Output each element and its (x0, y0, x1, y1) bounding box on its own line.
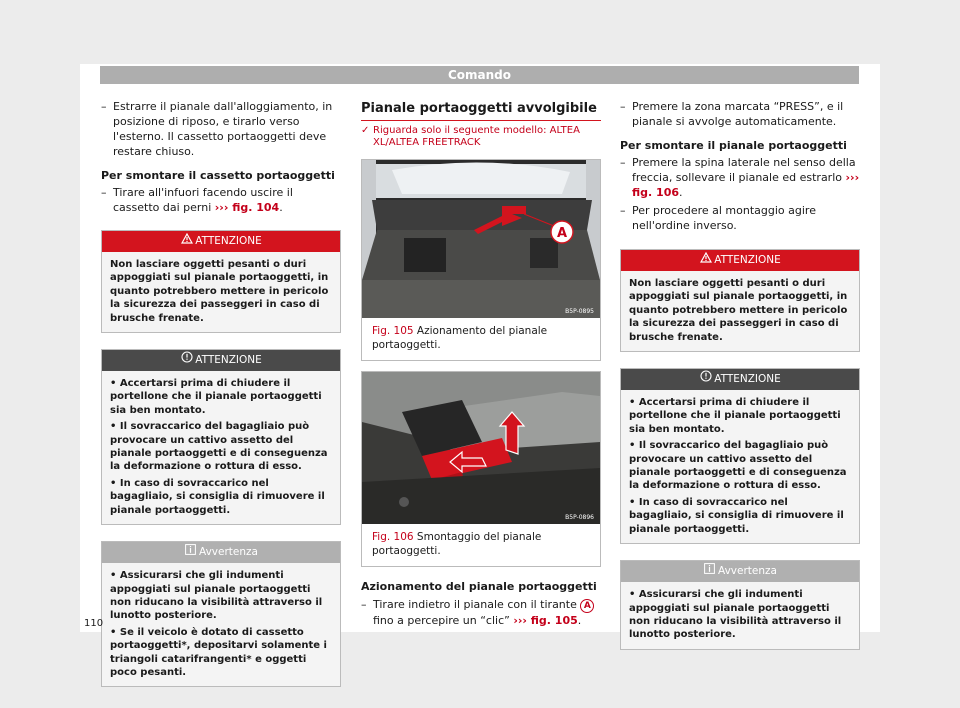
list-item: • Il sovraccarico del bagagliaio può provocare un cattivo assetto del pianale portaoggetti e di conseguenza la deformazione o rottura di esso. (629, 440, 847, 492)
step-paragraph: – Tirare indietro il pianale con il tirante A fino a percepire un “clic” ››› fig. 105. (361, 597, 601, 628)
callout-a-label: A (556, 226, 568, 241)
caution-list (102, 371, 340, 524)
caution-list (621, 390, 859, 543)
figure-code: B5P-0896 (565, 514, 594, 521)
list-item: • Se il veicolo è dotato di cassetto portaoggetti*, depositarvi solamente i triangoli catarifrangenti* e oggetti poco pesanti. (110, 626, 327, 678)
note-header: Avvertenza (621, 561, 859, 582)
note-info-icon (703, 561, 716, 582)
note-header: Avvertenza (102, 542, 340, 563)
trunk-cover-photo (362, 160, 600, 318)
note-info-icon (184, 542, 197, 563)
info-circle-icon (180, 350, 193, 371)
caution-box (620, 368, 860, 544)
figure-link[interactable]: ››› fig. 105 (513, 614, 578, 627)
section-heading: Per smontare il cassetto portaoggetti (101, 169, 335, 182)
figure-link[interactable]: ››› fig. 106 (632, 171, 860, 199)
figure-link[interactable]: ››› fig. 104 (214, 201, 280, 214)
step-paragraph: – Per procedere al montaggio agire nell'ordine inverso. (620, 203, 860, 233)
step-paragraph: – Premere la zona marcata “PRESS”, e il pianale si avvolge automaticamente. (620, 99, 860, 129)
note-box (620, 560, 860, 650)
middle-column (361, 100, 601, 628)
info-circle-icon (699, 369, 712, 390)
caution-header: ATTENZIONE (621, 369, 859, 390)
step-paragraph: – Estrarre il pianale dall'alloggiamento, in posizione di riposo, e tirarlo verso l'esterno. Il cassetto portaoggetti deve restare chiuso. (101, 99, 341, 159)
left-column (101, 99, 341, 687)
check-icon: ✓ (361, 125, 370, 136)
list-item: • Assicurarsi che gli indumenti appoggiati sul pianale portaoggetti non riducano la visibilità attraverso il lunotto posteriore. (629, 589, 842, 641)
caution-header: ATTENZIONE (102, 350, 340, 371)
figure-code: B5P-0895 (565, 308, 594, 315)
figure-caption: Fig. 106 Smontaggio del pianale portaoggetti. (372, 531, 542, 557)
section-title: Pianale portaoggetti avvolgibile (361, 101, 597, 116)
caution-box (101, 349, 341, 525)
warning-text: Non lasciare oggetti pesanti o duri appoggiati sul pianale portaoggetti, in quanto potrebbero mettere in pericolo la sicurezza dei passeggeri in caso di brusche frenate. (110, 259, 329, 324)
section-heading: Per smontare il pianale portaoggetti (620, 139, 847, 152)
warning-text: Non lasciare oggetti pesanti o duri appoggiati sul pianale portaoggetti, in quanto potrebbero mettere in pericolo la sicurezza dei passeggeri in caso di brusche frenate. (629, 278, 848, 343)
callout-a-badge: A (580, 599, 594, 613)
note-list (621, 582, 859, 649)
removal-photo (362, 372, 600, 524)
step-paragraph: – Premere la spina laterale nel senso della freccia, sollevare il pianale ed estrarlo ››› fig. 106. (620, 155, 860, 200)
step-paragraph: – Tirare all'infuori facendo uscire il cassetto dai perni ››› fig. 104. (101, 185, 341, 215)
figure-caption: Fig. 105 Azionamento del pianale portaoggetti. (372, 325, 548, 351)
warning-header: ATTENZIONE (621, 250, 859, 271)
warning-triangle-icon (180, 231, 193, 252)
note-list (102, 563, 340, 686)
list-item: • Il sovraccarico del bagagliaio può provocare un cattivo assetto del pianale portaoggetti e di conseguenza la deformazione o rottura di esso. (110, 421, 328, 473)
list-item: • Assicurarsi che gli indumenti appoggiati sul pianale portaoggetti non riducano la visibilità attraverso il lunotto posteriore. (110, 570, 323, 622)
right-column (620, 99, 860, 650)
list-item: • In caso di sovraccarico nel bagagliaio, si consiglia di rimuovere il pianale portaoggetti. (110, 477, 325, 516)
page-number: 110 (84, 618, 104, 629)
title-underline (361, 120, 601, 121)
note-box (101, 541, 341, 687)
warning-triangle-icon (699, 250, 712, 271)
warning-box (101, 230, 341, 333)
warning-header: ATTENZIONE (102, 231, 340, 252)
section-heading: Azionamento del pianale portaoggetti (361, 580, 597, 593)
warning-box (620, 249, 860, 352)
list-item: • In caso di sovraccarico nel bagagliaio, si consiglia di rimuovere il pianale portaoggetti. (629, 496, 844, 535)
list-item: • Accertarsi prima di chiudere il portellone che il pianale portaoggetti sia ben montato. (110, 378, 322, 416)
figure-106 (361, 371, 601, 567)
page-header: Comando (100, 66, 859, 84)
figure-105 (361, 159, 601, 361)
model-note: ✓ Riguarda solo il seguente modello: ALTEA XL/ALTEA FREETRACK (361, 125, 580, 148)
list-item: • Accertarsi prima di chiudere il portellone che il pianale portaoggetti sia ben montato. (629, 397, 841, 435)
